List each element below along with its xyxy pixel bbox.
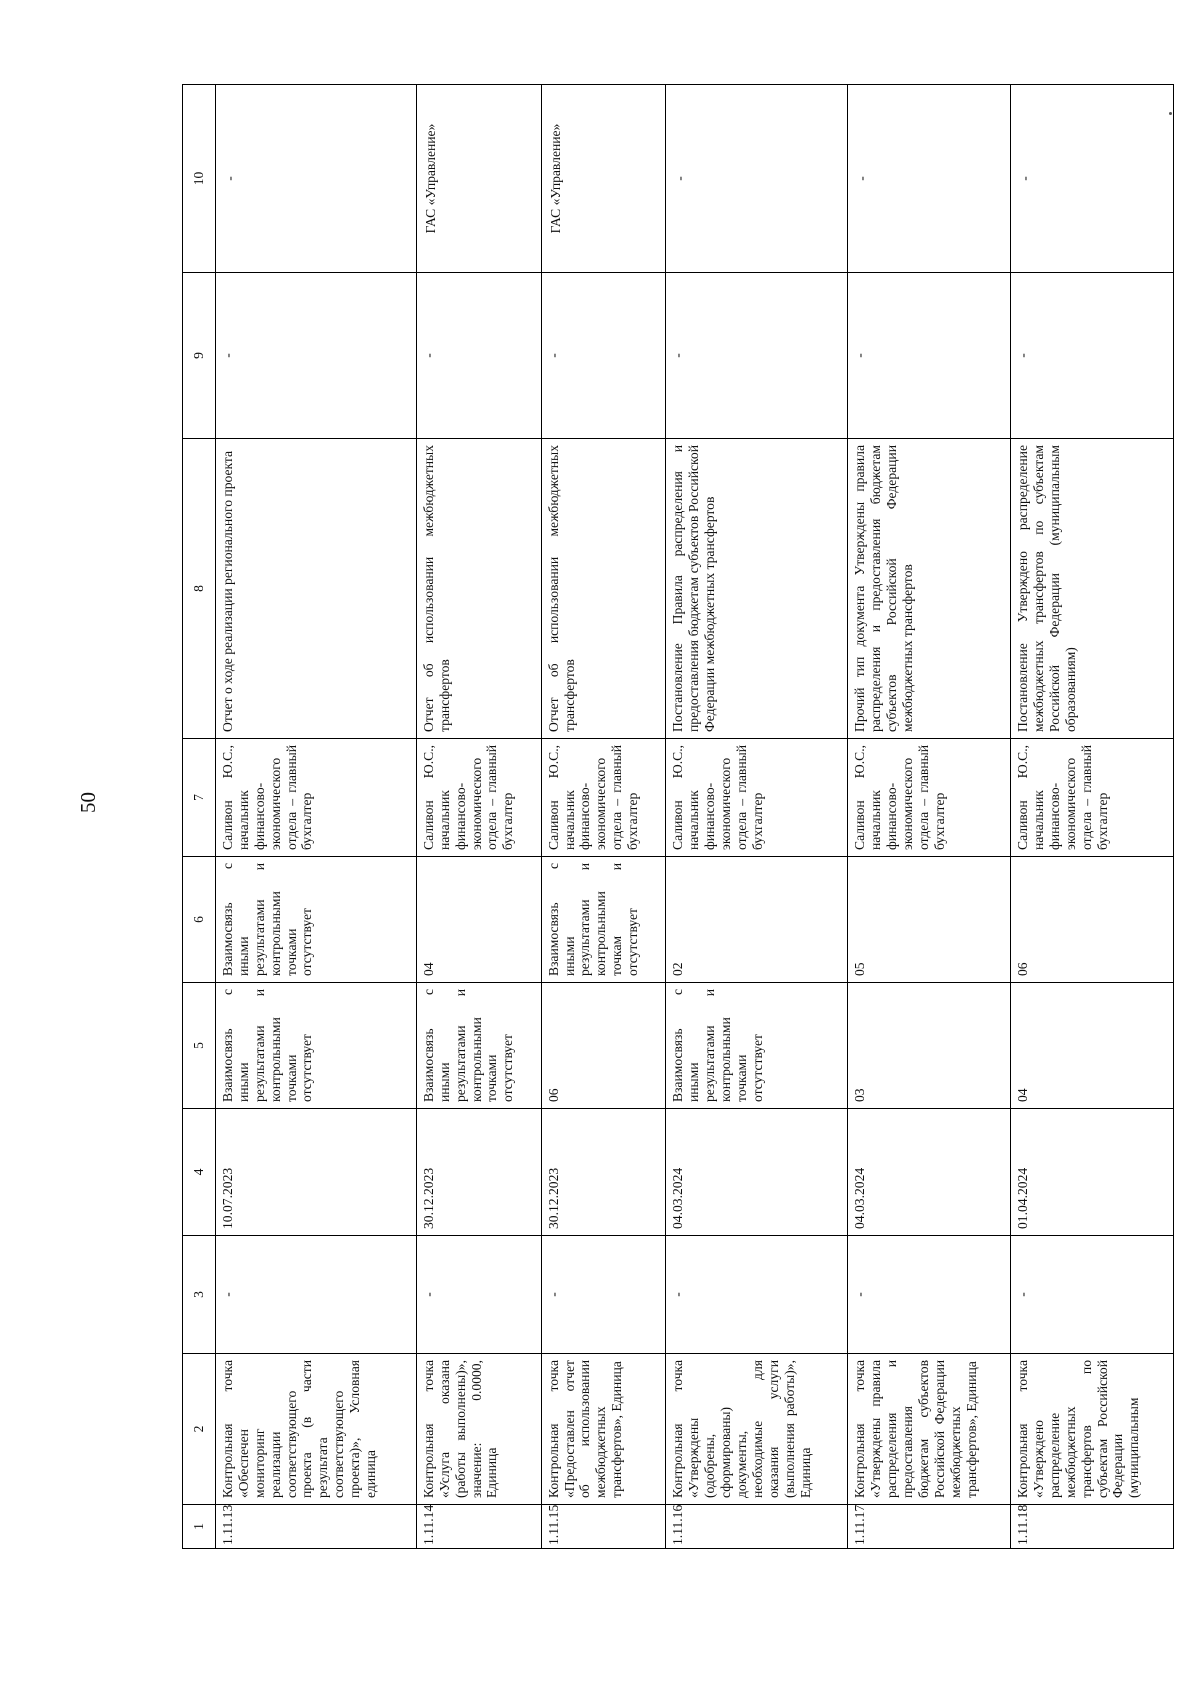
header-cell: 6: [183, 857, 216, 983]
table-row: [216, 85, 417, 1549]
column-9-value: -: [848, 273, 1011, 439]
base-value: -: [541, 1236, 666, 1354]
successor-link: 05: [848, 857, 1011, 983]
responsible-person: Саливон Ю.С., начальник финансово-экономического отдела – главный бухгалтер: [216, 739, 417, 857]
document-type: Отчет об использовании межбюджетных трансфертов: [416, 439, 541, 739]
base-value: -: [216, 1236, 417, 1354]
column-9-value: -: [416, 273, 541, 439]
due-date: 01.04.2024: [1011, 1109, 1174, 1236]
page-number: 50: [76, 792, 100, 813]
control-points-table: [182, 84, 1174, 1549]
document-type: Отчет об использовании межбюджетных трансфертов: [541, 439, 666, 739]
row-number: 1.11.18: [1011, 1505, 1174, 1549]
control-point-name: Контрольная точка «Предоставлен отчет об использовании межбюджетных трансфертов», Единица: [541, 1354, 666, 1505]
document-type: Прочий тип документа Утверждены правила распределения и предоставления бюджетам субъектов Российской Федерации межбюджетных трансфертов: [848, 439, 1011, 739]
due-date: 04.03.2024: [666, 1109, 848, 1236]
header-cell: 7: [183, 739, 216, 857]
responsible-person: Саливон Ю.С., начальник финансово-экономического отдела – главный бухгалтер: [1011, 739, 1174, 857]
header-cell: 9: [183, 273, 216, 439]
due-date: 30.12.2023: [416, 1109, 541, 1236]
information-system: -: [216, 85, 417, 273]
table-row: [1011, 85, 1174, 1549]
base-value: -: [666, 1236, 848, 1354]
information-system: ГАС «Управление»: [416, 85, 541, 273]
responsible-person: Саливон Ю.С., начальник финансово-экономического отдела – главный бухгалтер: [541, 739, 666, 857]
document-type: Постановление Утверждено распределение межбюджетных трансфертов по субъектам Российской Федерации (муниципальным образованиям): [1011, 439, 1174, 739]
column-9-value: -: [541, 273, 666, 439]
information-system: -: [1011, 85, 1174, 273]
header-cell: 2: [183, 1354, 216, 1505]
header-cell: 10: [183, 85, 216, 273]
column-9-value: -: [216, 273, 417, 439]
row-number: 1.11.15: [541, 1505, 666, 1549]
successor-link: 04: [416, 857, 541, 983]
column-9-value: -: [1011, 273, 1174, 439]
rotated-table-container: [182, 85, 1174, 1549]
table-row: [666, 85, 848, 1549]
predecessor-link: 06: [541, 983, 666, 1109]
header-cell: 1: [183, 1505, 216, 1549]
control-point-name: Контрольная точка «Утверждены правила распределения и предоставления бюджетам субъектов Российской Федерации межбюджетных трансфертов», Единица: [848, 1354, 1011, 1505]
control-point-name: Контрольная точка «Услуга оказана (работы выполнены)», значение: 0.0000, Единица: [416, 1354, 541, 1505]
base-value: -: [1011, 1236, 1174, 1354]
document-type: Отчет о ходе реализации регионального проекта: [216, 439, 417, 739]
information-system: ГАС «Управление»: [541, 85, 666, 273]
control-point-name: Контрольная точка «Утверждены (одобрены, сформированы) документы, необходимые для оказания услуги (выполнения работы)», Единица: [666, 1354, 848, 1505]
header-cell: 4: [183, 1109, 216, 1236]
table-row: [848, 85, 1011, 1549]
information-system: -: [666, 85, 848, 273]
control-point-name: Контрольная точка «Утверждено распределение межбюджетных трансфертов по субъектам Российской Федерации (муниципальным: [1011, 1354, 1174, 1505]
predecessor-link: 03: [848, 983, 1011, 1109]
header-row: [183, 85, 216, 1549]
predecessor-link: Взаимосвязь с иными результатами и контрольными точками отсутствует: [666, 983, 848, 1109]
column-9-value: -: [666, 273, 848, 439]
responsible-person: Саливон Ю.С., начальник финансово-экономического отдела – главный бухгалтер: [666, 739, 848, 857]
row-number: 1.11.13: [216, 1505, 417, 1549]
due-date: 30.12.2023: [541, 1109, 666, 1236]
responsible-person: Саливон Ю.С., начальник финансово-экономического отдела – главный бухгалтер: [848, 739, 1011, 857]
information-system: -: [848, 85, 1011, 273]
row-number: 1.11.16: [666, 1505, 848, 1549]
successor-link: Взаимосвязь с иными результатами и контрольными точкам и отсутствует: [541, 857, 666, 983]
predecessor-link: Взаимосвязь с иными результатами и контрольными точками отсутствует: [416, 983, 541, 1109]
predecessor-link: 04: [1011, 983, 1174, 1109]
due-date: 10.07.2023: [216, 1109, 417, 1236]
document-type: Постановление Правила распределения и предоставления бюджетам субъектов Российской Федерации межбюджетных трансфертов: [666, 439, 848, 739]
table-row: [541, 85, 666, 1549]
header-cell: 8: [183, 439, 216, 739]
responsible-person: Саливон Ю.С., начальник финансово-экономического отдела – главный бухгалтер: [416, 739, 541, 857]
due-date: 04.03.2024: [848, 1109, 1011, 1236]
successor-link: Взаимосвязь с иными результатами и контрольными точками отсутствует: [216, 857, 417, 983]
table-row: [416, 85, 541, 1549]
control-point-name: Контрольная точка «Обеспечен мониторинг реализации соответствующего проекта (в части результата соответствующего проекта)», Условная единица: [216, 1354, 417, 1505]
successor-link: 02: [666, 857, 848, 983]
base-value: -: [416, 1236, 541, 1354]
successor-link: 06: [1011, 857, 1174, 983]
row-number: 1.11.14: [416, 1505, 541, 1549]
predecessor-link: Взаимосвязь с иными результатами и контрольными точками отсутствует: [216, 983, 417, 1109]
header-cell: 5: [183, 983, 216, 1109]
header-cell: 3: [183, 1236, 216, 1354]
base-value: -: [848, 1236, 1011, 1354]
row-number: 1.11.17: [848, 1505, 1011, 1549]
